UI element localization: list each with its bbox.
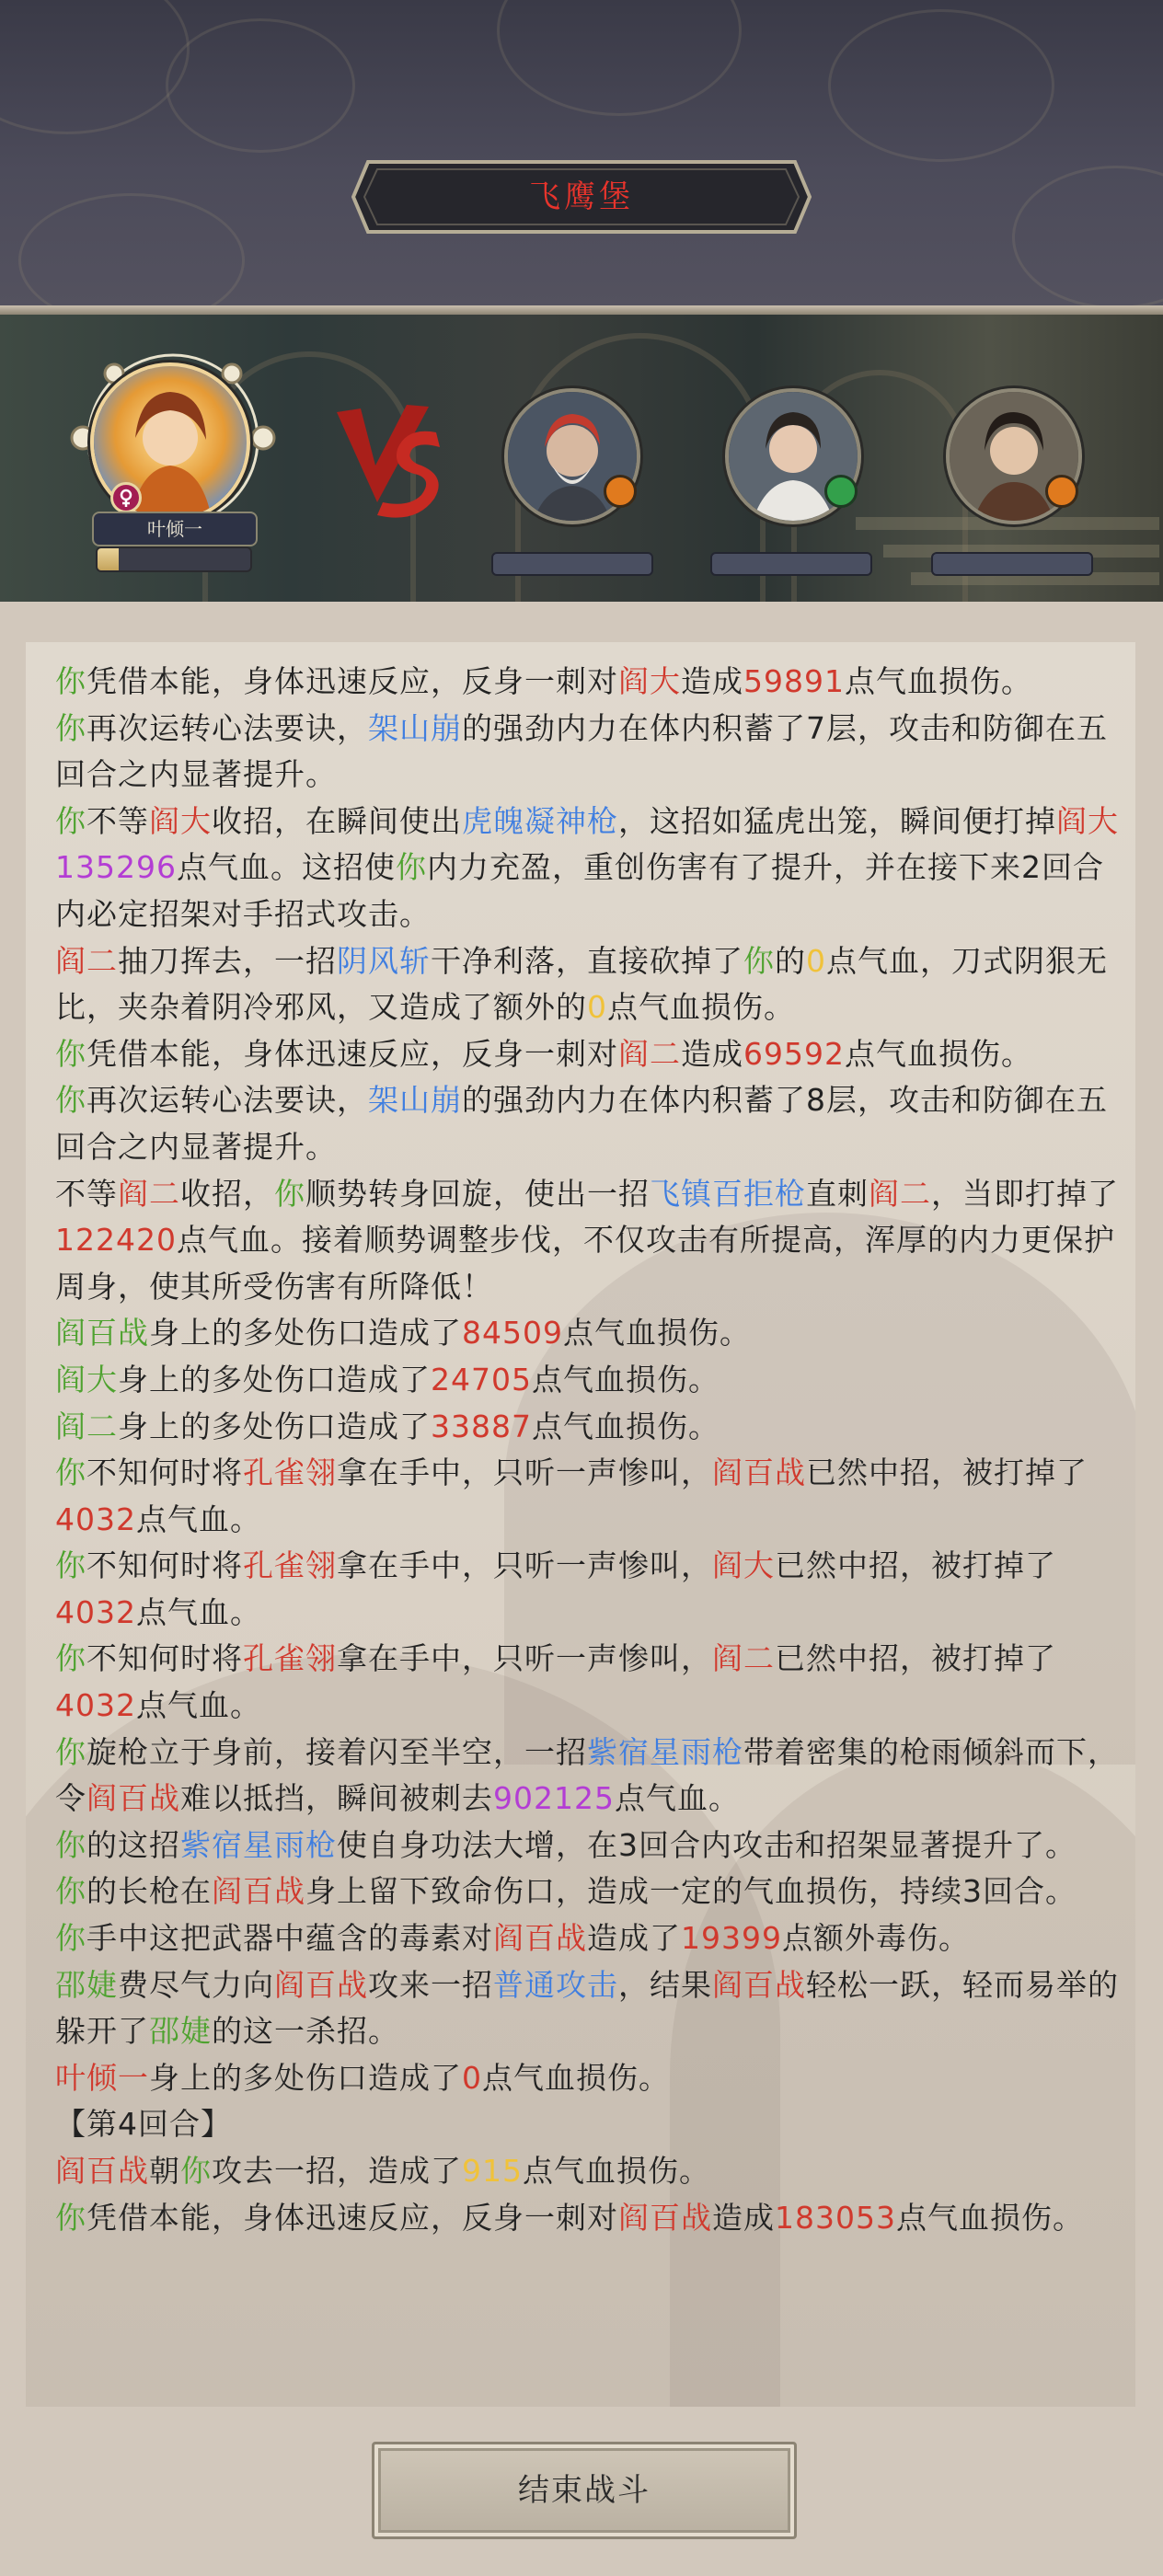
jade-element-icon: [824, 475, 858, 508]
log-segment: 阴风斩: [337, 942, 431, 979]
log-segment: 身上的多处伤口造成了: [149, 1315, 462, 1351]
log-segment: 阎二: [55, 1408, 118, 1444]
log-segment: 阎二: [55, 942, 118, 979]
log-segment: ，结果: [618, 1966, 712, 2003]
log-segment: 你: [55, 1826, 86, 1863]
log-segment: 造成: [681, 663, 743, 699]
log-segment: 再次运转心法要诀，: [86, 709, 368, 746]
log-segment: 身上留下致命伤口，造成一定的气血损伤，持续3回合。: [305, 1873, 1077, 1910]
log-segment: 点气血损伤。: [844, 1035, 1032, 1072]
log-segment: 紫宿星雨枪: [180, 1826, 337, 1863]
log-entry: [55, 2148, 1124, 2195]
log-segment: 点气血损伤。: [531, 1361, 720, 1397]
log-entry: [55, 1823, 1124, 1869]
log-segment: 不知何时将: [86, 1547, 243, 1584]
log-segment: 顺势转身回旋，使出一招: [305, 1175, 650, 1212]
log-segment: 阎大: [712, 1547, 775, 1584]
log-segment: 阎二: [869, 1175, 931, 1212]
log-segment: 阎百战: [212, 1873, 305, 1910]
log-segment: 84509: [462, 1315, 563, 1351]
log-entry: [55, 1730, 1124, 1823]
log-segment: 点气血损伤。: [844, 663, 1032, 699]
log-segment: 0: [587, 989, 607, 1026]
log-entry: [55, 1962, 1124, 2055]
log-segment: 阎百战: [55, 2153, 149, 2189]
location-title: 飞鹰堡: [529, 178, 634, 215]
log-segment: 你: [55, 663, 86, 699]
log-segment: 你: [55, 1082, 86, 1119]
log-entry: [55, 2055, 1124, 2102]
log-segment: 拿在手中，只听一声惨叫，: [337, 1455, 712, 1491]
log-segment: 孔雀翎: [243, 1640, 337, 1677]
log-segment: 你: [55, 802, 86, 839]
log-segment: 135296: [55, 849, 177, 886]
log-entry: [55, 1636, 1124, 1729]
log-segment: 59891: [743, 663, 845, 699]
decor-swirl: [166, 18, 355, 153]
log-segment: 你: [55, 1733, 86, 1770]
log-segment: 叶倾一: [55, 2059, 149, 2096]
log-segment: 阎百战: [274, 1966, 368, 2003]
log-segment: 点气血。接着顺势调整步伐，不仅攻击有所提高，浑厚的内力更保护周身，使其所受伤害有所降低！: [55, 1222, 1115, 1305]
log-entry: [55, 659, 1124, 706]
battle-log[interactable]: [26, 642, 1135, 2407]
log-segment: 24705: [431, 1361, 532, 1397]
log-segment: 你: [55, 1035, 86, 1072]
log-segment: 阎二: [618, 1035, 681, 1072]
log-segment: 直刺: [806, 1175, 869, 1212]
log-segment: 造成: [712, 2199, 775, 2236]
log-segment: 你: [274, 1175, 305, 1212]
log-segment: 4032: [55, 1501, 136, 1537]
log-segment: 你: [55, 1640, 86, 1677]
decor-swirl: [0, 0, 190, 134]
log-segment: 点气血。: [135, 1687, 261, 1724]
log-segment: 朝: [149, 2153, 180, 2189]
log-segment: 点气血。: [135, 1501, 261, 1537]
log-segment: 点额外毒伤。: [781, 1920, 970, 1957]
log-segment: 的强劲内力在体内积蓄了8层，攻击和防御在五回合之内显著提升。: [55, 1082, 1108, 1165]
log-entry: [55, 1310, 1124, 1357]
log-segment: 915: [462, 2153, 523, 2189]
log-segment: 阎百战: [618, 2199, 712, 2236]
log-entry: [55, 706, 1124, 799]
log-entry: [55, 2195, 1124, 2242]
log-segment: 你: [55, 2199, 86, 2236]
log-segment: 阎百战: [712, 1455, 806, 1491]
hero-name: 叶倾一: [92, 512, 258, 546]
log-segment: 带着密集的枪雨倾斜而下，令: [55, 1733, 1119, 1817]
log-segment: 点气血。: [135, 1593, 261, 1630]
log-segment: 收招，在瞬间使出: [212, 802, 462, 839]
log-segment: 已然中招，被打掉了: [806, 1455, 1088, 1491]
log-entry: [55, 1357, 1124, 1404]
log-segment: 阎大: [618, 663, 681, 699]
log-segment: 点气血损伤。: [531, 1408, 720, 1444]
hero-hp-fill: [98, 548, 119, 570]
log-segment: 再次运转心法要诀，: [86, 1082, 368, 1119]
log-segment: 你: [55, 709, 86, 746]
log-segment: 虎魄凝神枪: [462, 802, 618, 839]
log-entry: [55, 1915, 1124, 1962]
log-entry: [55, 2101, 1124, 2148]
log-segment: 身上的多处伤口造成了: [149, 2059, 462, 2096]
log-segment: 阎二: [712, 1640, 775, 1677]
log-segment: 点气血，刀式阴狠无比，夹杂着阴冷邪风，又造成了额外的: [55, 942, 1108, 1026]
log-segment: 普通攻击: [493, 1966, 618, 2003]
log-segment: 邵婕: [149, 2013, 212, 2050]
enemy-hp-bar: [491, 552, 653, 576]
battle-log-text: [55, 659, 1124, 2241]
log-segment: 使自身功法大增，在3回合内攻击和招架显著提升了。: [337, 1826, 1077, 1863]
log-segment: ，当即打掉了: [931, 1175, 1119, 1212]
log-segment: 架山崩: [368, 1082, 462, 1119]
enemy-hp-bar: [931, 552, 1093, 576]
log-segment: 不知何时将: [86, 1455, 243, 1491]
log-segment: 点气血损伤。: [523, 2153, 710, 2189]
log-segment: 造成: [681, 1035, 743, 1072]
log-segment: 孔雀翎: [243, 1455, 337, 1491]
log-segment: 点气血损伤。: [895, 2199, 1084, 2236]
log-entry: [55, 799, 1124, 938]
log-segment: 19399: [681, 1920, 782, 1957]
log-segment: 阎百战: [712, 1966, 806, 2003]
fire-element-icon: [604, 475, 637, 508]
end-battle-button[interactable]: 结束战斗: [372, 2442, 797, 2539]
log-segment: 你: [55, 1873, 86, 1910]
log-segment: 阎百战: [86, 1780, 180, 1817]
log-segment: 不知何时将: [86, 1640, 243, 1677]
log-segment: ，这招如猛虎出笼，瞬间便打掉: [618, 802, 1056, 839]
decor-swirl: [1012, 166, 1163, 309]
log-segment: 点气血。这招使: [176, 849, 396, 886]
log-segment: 已然中招，被打掉了: [775, 1547, 1056, 1584]
log-segment: 的: [775, 942, 806, 979]
log-segment: 阎百战: [493, 1920, 587, 1957]
log-segment: 的这招: [86, 1826, 180, 1863]
log-segment: 旋枪立于身前，接着闪至半空，一招: [86, 1733, 587, 1770]
log-segment: 阎大: [1056, 802, 1119, 839]
log-segment: 点气血损伤。: [562, 1315, 751, 1351]
log-segment: 造成了: [587, 1920, 681, 1957]
log-segment: 收招，: [180, 1175, 274, 1212]
log-segment: 阎百战: [55, 1315, 149, 1351]
log-segment: 你: [180, 2153, 212, 2189]
log-segment: 凭借本能，身体迅速反应，反身一刺对: [86, 2199, 618, 2236]
log-segment: 的这一杀招。: [212, 2013, 399, 2050]
log-segment: 0: [806, 942, 826, 979]
log-segment: 凭借本能，身体迅速反应，反身一刺对: [86, 1035, 618, 1072]
log-segment: 4032: [55, 1687, 136, 1724]
fire-element-icon: [1045, 475, 1078, 508]
log-segment: 拿在手中，只听一声惨叫，: [337, 1547, 712, 1584]
log-segment: 轻松一跃，轻而易举的躲开了: [55, 1966, 1119, 2050]
decor-swirl: [18, 193, 245, 309]
log-segment: 点气血。: [614, 1780, 740, 1817]
log-segment: 33887: [431, 1408, 532, 1444]
log-segment: 已然中招，被打掉了: [775, 1640, 1056, 1677]
location-title-plate: [351, 160, 812, 234]
log-segment: 攻来一招: [368, 1966, 493, 2003]
decor-swirl: [497, 0, 742, 116]
log-segment: 不等: [55, 1175, 118, 1212]
log-entry: [55, 1450, 1124, 1543]
log-segment: 孔雀翎: [243, 1547, 337, 1584]
log-segment: 身上的多处伤口造成了: [118, 1361, 431, 1397]
log-segment: 邵婕: [55, 1966, 118, 2003]
log-segment: 你: [55, 1920, 86, 1957]
log-segment: 的长枪在: [86, 1873, 212, 1910]
log-entry: [55, 1543, 1124, 1636]
log-segment: 你: [395, 849, 427, 886]
log-segment: 身上的多处伤口造成了: [118, 1408, 431, 1444]
log-segment: 凭借本能，身体迅速反应，反身一刺对: [86, 663, 618, 699]
log-segment: 点气血损伤。: [607, 989, 795, 1026]
log-segment: 0: [462, 2059, 482, 2096]
log-segment: 的强劲内力在体内积蓄了7层，攻击和防御在五回合之内显著提升。: [55, 709, 1108, 793]
log-segment: 攻去一招，造成了: [212, 2153, 462, 2189]
header-divider: [0, 305, 1163, 315]
log-segment: 你: [743, 942, 775, 979]
hero-hp-bar: [96, 546, 252, 572]
log-entry: [55, 938, 1124, 1031]
log-segment: 难以抵挡，瞬间被刺去: [180, 1780, 493, 1817]
log-segment: 点气血损伤。: [482, 2059, 670, 2096]
enemy-hp-bar: [710, 552, 872, 576]
log-segment: 你: [55, 1455, 86, 1491]
log-segment: 69592: [743, 1035, 845, 1072]
log-segment: 紫宿星雨枪: [587, 1733, 743, 1770]
log-segment: 阎大: [149, 802, 212, 839]
log-segment: 122420: [55, 1222, 177, 1259]
log-segment: 你: [55, 1547, 86, 1584]
log-entry: [55, 1171, 1124, 1311]
log-segment: 不等: [86, 802, 149, 839]
log-segment: 183053: [775, 2199, 896, 2236]
log-entry: [55, 1031, 1124, 1078]
log-segment: 【第4回合】: [55, 2106, 232, 2143]
log-segment: 阎二: [118, 1175, 180, 1212]
log-segment: 拿在手中，只听一声惨叫，: [337, 1640, 712, 1677]
log-segment: 902125: [493, 1780, 615, 1817]
log-segment: 阎大: [55, 1361, 118, 1397]
log-segment: 架山崩: [368, 709, 462, 746]
log-segment: 4032: [55, 1593, 136, 1630]
log-segment: 手中这把武器中蕴含的毒素对: [86, 1920, 493, 1957]
log-segment: 费尽气力向: [118, 1966, 274, 2003]
log-entry: [55, 1869, 1124, 1915]
vs-icon: [333, 396, 443, 524]
header: [0, 0, 1163, 309]
decor-swirl: [828, 9, 1054, 162]
log-entry: [55, 1077, 1124, 1170]
log-segment: 抽刀挥去，一招: [118, 942, 337, 979]
log-segment: 干净利落，直接砍掉了: [431, 942, 743, 979]
log-entry: [55, 1404, 1124, 1451]
log-segment: 内力充盈，重创伤害有了提升，并在接下来2回合内必定招架对手招式攻击。: [55, 849, 1104, 932]
log-segment: 飞镇百拒枪: [650, 1175, 806, 1212]
female-gender-icon: [110, 482, 142, 513]
